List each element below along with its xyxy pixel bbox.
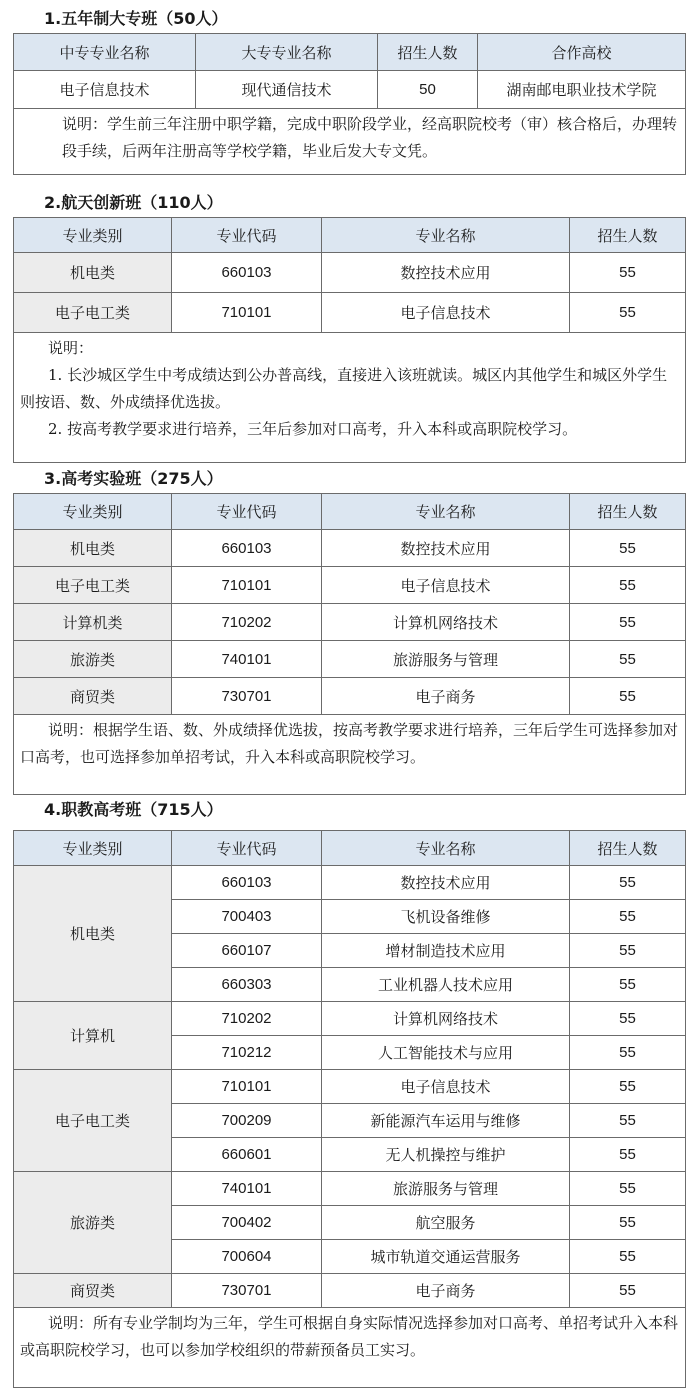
major-cell: 电子信息技术 xyxy=(322,293,570,333)
count-cell: 55 xyxy=(570,293,686,333)
major-cell: 电子信息技术 xyxy=(322,567,570,604)
code-cell: 740101 xyxy=(172,641,322,678)
major-cell: 航空服务 xyxy=(322,1206,570,1240)
table-cell: 50 xyxy=(378,71,478,109)
count-cell: 55 xyxy=(570,678,686,715)
note-item-1: 1. 长沙城区学生中考成绩达到公办普高线，直接进入该班就读。城区内其他学生和城区外学生则按语、数、外成绩择优选拔。 xyxy=(20,366,668,411)
count-cell: 55 xyxy=(570,1104,686,1138)
count-cell: 55 xyxy=(570,1274,686,1308)
section-4-note xyxy=(14,1308,686,1388)
code-cell: 730701 xyxy=(172,678,322,715)
section-2-table xyxy=(13,217,686,463)
code-cell: 700402 xyxy=(172,1206,322,1240)
major-cell: 电子商务 xyxy=(322,678,570,715)
major-cell: 旅游服务与管理 xyxy=(322,1172,570,1206)
major-cell: 城市轨道交通运营服务 xyxy=(322,1240,570,1274)
note-text: 说明：所有专业学制均为三年，学生可根据自身实际情况选择参加对口高考、单招考试升入本科或高职院校学习，也可以参加学校组织的带薪预备员工实习。 xyxy=(20,1314,679,1359)
category-cell: 商贸类 xyxy=(14,678,172,715)
section-3-table xyxy=(13,493,686,795)
section-4-table xyxy=(13,830,686,1388)
major-cell: 工业机器人技术应用 xyxy=(322,968,570,1002)
category-cell: 机电类 xyxy=(14,253,172,293)
category-cell: 计算机 xyxy=(14,1002,172,1070)
code-cell: 660107 xyxy=(172,934,322,968)
header-cell: 招生人数 xyxy=(570,831,686,866)
category-cell: 机电类 xyxy=(14,866,172,1002)
header-cell: 专业名称 xyxy=(322,494,570,530)
count-cell: 55 xyxy=(570,1002,686,1036)
category-cell: 计算机类 xyxy=(14,604,172,641)
count-cell: 55 xyxy=(570,1138,686,1172)
header-cell: 中专专业名称 xyxy=(14,34,196,71)
code-cell: 660103 xyxy=(172,253,322,293)
header-cell: 专业代码 xyxy=(172,831,322,866)
major-cell: 数控技术应用 xyxy=(322,866,570,900)
table-cell: 湖南邮电职业技术学院 xyxy=(478,71,686,109)
header-cell: 招生人数 xyxy=(570,494,686,530)
major-cell: 电子信息技术 xyxy=(322,1070,570,1104)
code-cell: 710101 xyxy=(172,1070,322,1104)
note-text: 说明：根据学生语、数、外成绩择优选拔，按高考教学要求进行培养，三年后学生可选择参加对口高考，也可选择参加单招考试，升入本科或高职院校学习。 xyxy=(20,721,679,766)
count-cell: 55 xyxy=(570,604,686,641)
category-cell: 商贸类 xyxy=(14,1274,172,1308)
category-cell: 电子电工类 xyxy=(14,1070,172,1172)
header-cell: 专业代码 xyxy=(172,218,322,253)
major-cell: 新能源汽车运用与维修 xyxy=(322,1104,570,1138)
count-cell: 55 xyxy=(570,968,686,1002)
note-item-2: 2. 按高考教学要求进行培养，三年后参加对口高考，升入本科或高职院校学习。 xyxy=(48,420,578,438)
section-3-note xyxy=(14,715,686,795)
header-cell: 招生人数 xyxy=(378,34,478,71)
section-1-table xyxy=(13,33,686,175)
major-cell: 人工智能技术与应用 xyxy=(322,1036,570,1070)
code-cell: 700209 xyxy=(172,1104,322,1138)
header-cell: 专业代码 xyxy=(172,494,322,530)
category-cell: 旅游类 xyxy=(14,641,172,678)
count-cell: 55 xyxy=(570,530,686,567)
code-cell: 660601 xyxy=(172,1138,322,1172)
section-2-title: 2.航天创新班（110人） xyxy=(44,193,223,212)
section-2-note xyxy=(14,333,686,463)
count-cell: 55 xyxy=(570,866,686,900)
count-cell: 55 xyxy=(570,1240,686,1274)
code-cell: 740101 xyxy=(172,1172,322,1206)
code-cell: 710202 xyxy=(172,1002,322,1036)
count-cell: 55 xyxy=(570,567,686,604)
major-cell: 数控技术应用 xyxy=(322,253,570,293)
count-cell: 55 xyxy=(570,1070,686,1104)
code-cell: 710101 xyxy=(172,293,322,333)
section-3-title: 3.高考实验班（275人） xyxy=(44,469,223,488)
code-cell: 730701 xyxy=(172,1274,322,1308)
major-cell: 计算机网络技术 xyxy=(322,604,570,641)
table-cell: 电子信息技术 xyxy=(14,71,196,109)
header-cell: 专业类别 xyxy=(14,218,172,253)
section-4-title: 4.职教高考班（715人） xyxy=(44,800,223,819)
count-cell: 55 xyxy=(570,1206,686,1240)
major-cell: 电子商务 xyxy=(322,1274,570,1308)
header-cell: 专业类别 xyxy=(14,494,172,530)
code-cell: 710212 xyxy=(172,1036,322,1070)
count-cell: 55 xyxy=(570,934,686,968)
category-cell: 机电类 xyxy=(14,530,172,567)
code-cell: 710101 xyxy=(172,567,322,604)
major-cell: 增材制造技术应用 xyxy=(322,934,570,968)
category-cell: 旅游类 xyxy=(14,1172,172,1274)
count-cell: 55 xyxy=(570,1172,686,1206)
note-head: 说明： xyxy=(48,339,94,357)
major-cell: 旅游服务与管理 xyxy=(322,641,570,678)
code-cell: 710202 xyxy=(172,604,322,641)
code-cell: 700403 xyxy=(172,900,322,934)
code-cell: 700604 xyxy=(172,1240,322,1274)
code-cell: 660103 xyxy=(172,530,322,567)
major-cell: 数控技术应用 xyxy=(322,530,570,567)
major-cell: 无人机操控与维护 xyxy=(322,1138,570,1172)
count-cell: 55 xyxy=(570,253,686,293)
header-cell: 大专专业名称 xyxy=(196,34,378,71)
header-cell: 合作高校 xyxy=(478,34,686,71)
category-cell: 电子电工类 xyxy=(14,293,172,333)
header-cell: 招生人数 xyxy=(570,218,686,253)
major-cell: 飞机设备维修 xyxy=(322,900,570,934)
count-cell: 55 xyxy=(570,900,686,934)
note-text: 说明：学生前三年注册中职学籍，完成中职阶段学业，经高职院校考（审）核合格后，办理转段手续，后两年注册高等学校学籍，毕业后发大专文凭。 xyxy=(62,115,678,160)
header-cell: 专业名称 xyxy=(322,831,570,866)
count-cell: 55 xyxy=(570,1036,686,1070)
table-cell: 现代通信技术 xyxy=(196,71,378,109)
code-cell: 660303 xyxy=(172,968,322,1002)
count-cell: 55 xyxy=(570,641,686,678)
code-cell: 660103 xyxy=(172,866,322,900)
section-1-title: 1.五年制大专班（50人） xyxy=(44,9,228,28)
header-cell: 专业名称 xyxy=(322,218,570,253)
category-cell: 电子电工类 xyxy=(14,567,172,604)
header-cell: 专业类别 xyxy=(14,831,172,866)
section-1-note xyxy=(14,109,686,175)
major-cell: 计算机网络技术 xyxy=(322,1002,570,1036)
